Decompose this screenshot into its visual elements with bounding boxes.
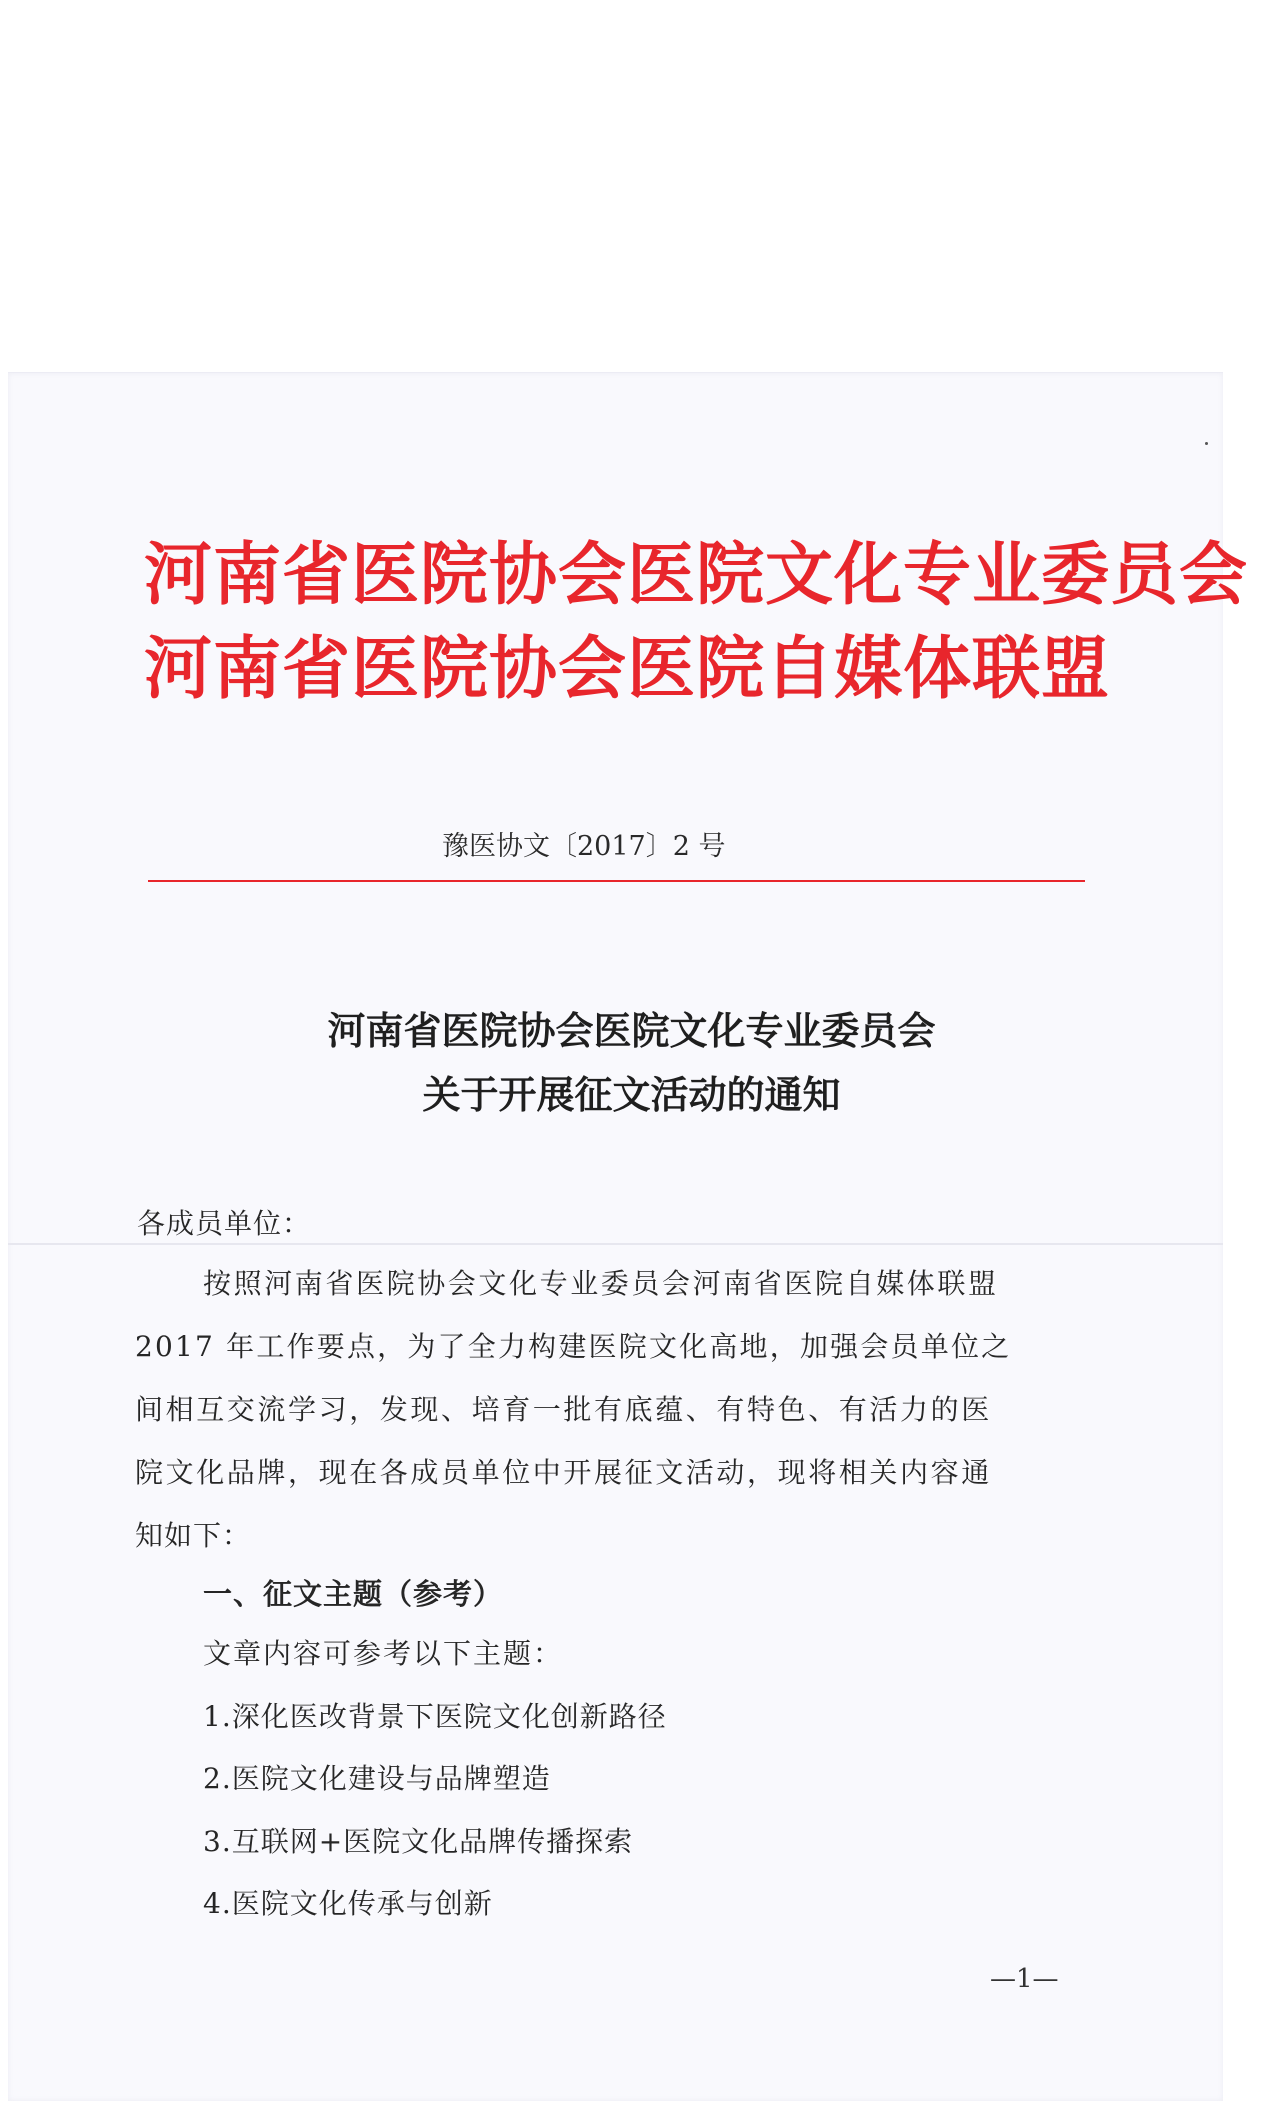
topic-item: 2.医院文化建设与品牌塑造 (203, 1762, 551, 1795)
red-divider-line (148, 880, 1085, 882)
issuer-name-line-1: 河南省医院协会医院文化专业委员会 (144, 536, 1249, 615)
document-number: 豫医协文〔2017〕2 号 (442, 831, 726, 862)
topic-item: 1.深化医改背景下医院文化创新路径 (203, 1700, 667, 1733)
section-heading: 一、征文主题（参考） (203, 1577, 504, 1611)
notice-title-line-2: 关于开展征文活动的通知 (422, 1072, 841, 1117)
paper-fold-line (8, 1243, 1223, 1245)
scan-speck (1205, 442, 1208, 445)
paragraph-line: 按照河南省医院协会文化专业委员会河南省医院自媒体联盟 (203, 1267, 999, 1300)
topic-item: 3.互联网+医院文化品牌传播探索 (203, 1825, 634, 1858)
paragraph-line: 2017 年工作要点，为了全力构建医院文化高地，加强会员单位之 (135, 1330, 1012, 1363)
notice-title-line-1: 河南省医院协会医院文化专业委员会 (327, 1008, 936, 1053)
page-number: —1— (990, 1964, 1059, 1994)
paragraph-line: 知如下： (135, 1519, 252, 1552)
issuer-name-line-2: 河南省医院协会医院自媒体联盟 (144, 630, 1111, 709)
topic-item: 4.医院文化传承与创新 (203, 1887, 493, 1920)
topics-intro: 文章内容可参考以下主题： (203, 1637, 564, 1670)
salutation: 各成员单位： (137, 1207, 312, 1240)
paragraph-line: 院文化品牌，现在各成员单位中开展征文活动，现将相关内容通 (135, 1456, 992, 1489)
paragraph-line: 间相互交流学习，发现、培育一批有底蕴、有特色、有活力的医 (135, 1393, 992, 1426)
